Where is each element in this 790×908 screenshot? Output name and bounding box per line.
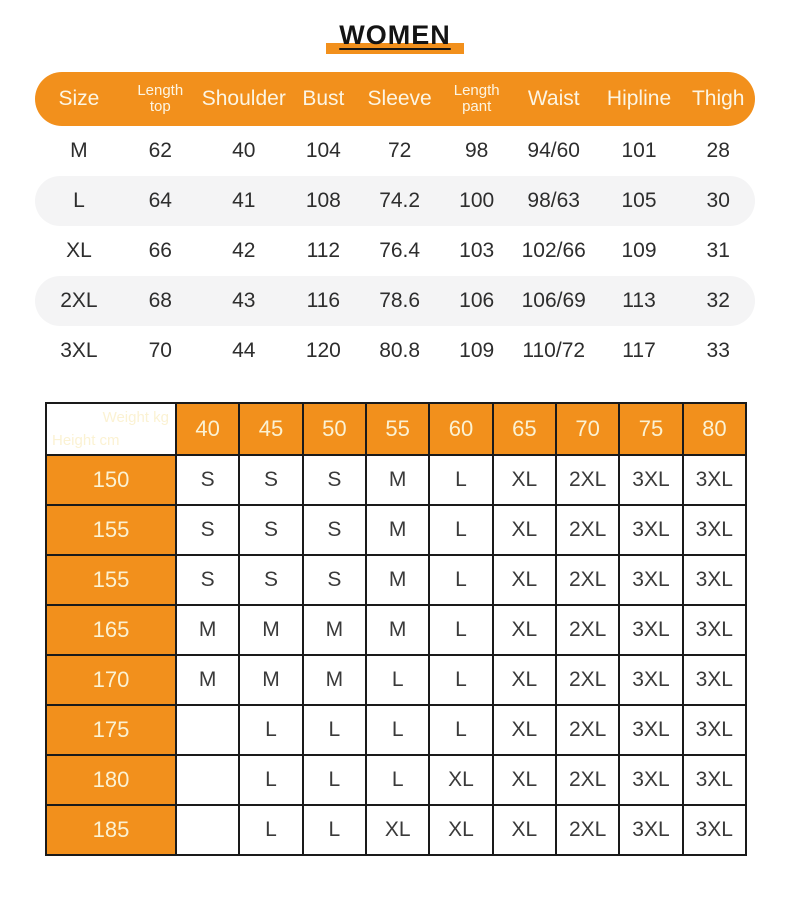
measure-cell: 42 xyxy=(232,239,256,262)
height-cell: 155 xyxy=(47,556,177,606)
size-cell: 2XL xyxy=(557,806,620,856)
size-cell xyxy=(177,706,240,756)
measure-cell: 106 xyxy=(459,289,495,312)
size-cell: 2XL xyxy=(557,706,620,756)
size-cell: 2XL xyxy=(557,556,620,606)
col-header-length-pant: Length pant xyxy=(453,81,500,115)
matrix-row-155a xyxy=(47,506,747,556)
matrix-row-165 xyxy=(47,606,747,656)
size-label: L xyxy=(73,189,85,212)
height-cell: 175 xyxy=(47,706,177,756)
measure-cell: 117 xyxy=(622,339,656,362)
measure-cell: 40 xyxy=(232,139,256,162)
size-cell: S xyxy=(304,556,367,606)
weight-kg-label: Weight kg xyxy=(102,409,169,426)
measure-cell: 44 xyxy=(232,339,256,362)
size-cell: XL xyxy=(494,806,557,856)
weight-header: 60 xyxy=(430,404,493,456)
title-text: WOMEN xyxy=(339,20,451,50)
measurement-table-header xyxy=(35,72,755,126)
weight-header: 70 xyxy=(557,404,620,456)
size-cell: 3XL xyxy=(684,656,747,706)
weight-header: 55 xyxy=(367,404,430,456)
size-cell: S xyxy=(177,556,240,606)
measure-cell: 74.2 xyxy=(379,189,421,212)
col-header-sleeve: Sleeve xyxy=(367,86,432,110)
size-chart-page xyxy=(0,20,790,856)
col-header-thigh: Thigh xyxy=(691,86,745,110)
size-cell: L xyxy=(304,756,367,806)
measure-cell: 103 xyxy=(459,239,495,262)
height-cell: 150 xyxy=(47,456,177,506)
measure-cell: 104 xyxy=(305,139,341,162)
size-cell: L xyxy=(367,756,430,806)
size-cell: M xyxy=(367,606,430,656)
size-cell: M xyxy=(304,606,367,656)
size-cell: XL xyxy=(494,456,557,506)
measure-cell: 33 xyxy=(706,339,730,362)
size-cell: 3XL xyxy=(684,456,747,506)
measure-cell: 62 xyxy=(148,139,172,162)
size-cell: L xyxy=(240,706,303,756)
measure-cell: 98 xyxy=(465,139,489,162)
size-cell: M xyxy=(240,606,303,656)
size-cell: 3XL xyxy=(620,506,683,556)
measurement-row-m xyxy=(35,126,755,176)
height-cell: 170 xyxy=(47,656,177,706)
measure-cell: 102/66 xyxy=(521,239,586,262)
size-cell: 3XL xyxy=(684,606,747,656)
size-cell: 3XL xyxy=(620,756,683,806)
size-cell: S xyxy=(240,456,303,506)
col-header-size: Size xyxy=(58,86,100,110)
matrix-row-185 xyxy=(47,806,747,856)
title-inner xyxy=(339,20,450,51)
size-cell: 2XL xyxy=(557,756,620,806)
size-cell: 3XL xyxy=(620,706,683,756)
size-cell: XL xyxy=(494,706,557,756)
size-cell: M xyxy=(177,606,240,656)
size-cell: M xyxy=(304,656,367,706)
measurement-row-2xl xyxy=(35,276,755,326)
size-cell: L xyxy=(367,656,430,706)
height-weight-table xyxy=(45,402,747,856)
measure-cell: 106/69 xyxy=(521,289,586,312)
size-cell: 2XL xyxy=(557,506,620,556)
measure-cell: 70 xyxy=(148,339,172,362)
weight-header: 80 xyxy=(684,404,747,456)
size-label: 2XL xyxy=(60,289,98,312)
height-cell: 180 xyxy=(47,756,177,806)
size-cell: XL xyxy=(367,806,430,856)
measure-cell: 78.6 xyxy=(379,289,421,312)
measure-cell: 32 xyxy=(706,289,730,312)
measurement-row-xl xyxy=(35,226,755,276)
measure-cell: 98/63 xyxy=(527,189,580,212)
measure-cell: 41 xyxy=(232,189,256,212)
matrix-row-170 xyxy=(47,656,747,706)
size-cell: L xyxy=(304,706,367,756)
measure-cell: 112 xyxy=(306,239,341,262)
size-cell: L xyxy=(304,806,367,856)
measure-cell: 30 xyxy=(706,189,730,212)
size-label: 3XL xyxy=(60,339,98,362)
weight-header: 50 xyxy=(304,404,367,456)
size-cell: M xyxy=(177,656,240,706)
size-cell: 2XL xyxy=(557,606,620,656)
size-cell: XL xyxy=(430,806,493,856)
size-cell: XL xyxy=(430,756,493,806)
measure-cell: 43 xyxy=(232,289,256,312)
measure-cell: 109 xyxy=(621,239,657,262)
size-cell: M xyxy=(367,506,430,556)
weight-header: 65 xyxy=(494,404,557,456)
corner-cell xyxy=(47,404,177,456)
measurement-table xyxy=(35,72,755,376)
size-cell: 2XL xyxy=(557,456,620,506)
measure-cell: 31 xyxy=(706,239,730,262)
matrix-header-row xyxy=(47,404,747,456)
size-cell xyxy=(177,756,240,806)
measure-cell: 120 xyxy=(305,339,341,362)
measure-cell: 108 xyxy=(305,189,341,212)
size-cell: S xyxy=(240,506,303,556)
weight-header: 45 xyxy=(240,404,303,456)
size-label: XL xyxy=(66,239,92,262)
size-cell: S xyxy=(304,506,367,556)
size-cell: L xyxy=(430,656,493,706)
size-cell: L xyxy=(240,806,303,856)
size-cell: 3XL xyxy=(684,756,747,806)
measure-cell: 76.4 xyxy=(379,239,421,262)
measure-cell: 72 xyxy=(387,139,412,162)
size-cell: S xyxy=(177,456,240,506)
measure-cell: 28 xyxy=(706,139,730,162)
size-cell: 2XL xyxy=(557,656,620,706)
col-header-hipline: Hipline xyxy=(606,86,672,110)
measure-cell: 94/60 xyxy=(527,139,580,162)
col-header-waist: Waist xyxy=(527,86,580,110)
size-cell: L xyxy=(430,556,493,606)
measure-cell: 113 xyxy=(622,289,656,312)
matrix-row-150 xyxy=(47,456,747,506)
size-cell: 3XL xyxy=(684,506,747,556)
measurement-row-l xyxy=(35,176,755,226)
measure-cell: 116 xyxy=(306,289,341,312)
height-cm-label: Height cm xyxy=(52,432,120,449)
size-cell: M xyxy=(367,556,430,606)
size-cell: S xyxy=(177,506,240,556)
matrix-row-155b xyxy=(47,556,747,606)
size-cell: L xyxy=(240,756,303,806)
size-cell: L xyxy=(430,706,493,756)
size-cell: L xyxy=(430,506,493,556)
size-cell: M xyxy=(240,656,303,706)
size-cell: M xyxy=(367,456,430,506)
size-cell: L xyxy=(430,456,493,506)
size-cell: 3XL xyxy=(620,456,683,506)
weight-header: 40 xyxy=(177,404,240,456)
size-cell xyxy=(177,806,240,856)
measure-cell: 64 xyxy=(148,189,172,212)
size-cell: 3XL xyxy=(684,556,747,606)
size-cell: S xyxy=(304,456,367,506)
height-cell: 155 xyxy=(47,506,177,556)
measure-cell: 101 xyxy=(621,139,657,162)
size-cell: 3XL xyxy=(620,556,683,606)
size-cell: 3XL xyxy=(620,656,683,706)
measure-cell: 80.8 xyxy=(379,339,421,362)
size-label: M xyxy=(70,139,88,162)
size-cell: 3XL xyxy=(620,806,683,856)
size-cell: L xyxy=(367,706,430,756)
measure-cell: 100 xyxy=(459,189,495,212)
col-header-shoulder: Shoulder xyxy=(201,86,286,110)
measure-cell: 109 xyxy=(459,339,495,362)
size-cell: L xyxy=(430,606,493,656)
measure-cell: 110/72 xyxy=(522,339,586,362)
measure-cell: 105 xyxy=(621,189,657,212)
size-cell: XL xyxy=(494,606,557,656)
size-cell: XL xyxy=(494,506,557,556)
size-cell: XL xyxy=(494,556,557,606)
height-cell: 185 xyxy=(47,806,177,856)
size-cell: 3XL xyxy=(620,606,683,656)
measure-cell: 68 xyxy=(148,289,172,312)
matrix-row-175 xyxy=(47,706,747,756)
size-cell: 3XL xyxy=(684,806,747,856)
size-cell: XL xyxy=(494,656,557,706)
matrix-row-180 xyxy=(47,756,747,806)
size-cell: S xyxy=(240,556,303,606)
measurement-row-3xl xyxy=(35,326,755,376)
col-header-bust: Bust xyxy=(302,86,345,110)
height-cell: 165 xyxy=(47,606,177,656)
page-title xyxy=(0,20,790,60)
col-header-length-top: Length top xyxy=(137,81,184,115)
weight-header: 75 xyxy=(620,404,683,456)
measure-cell: 66 xyxy=(148,239,172,262)
size-cell: 3XL xyxy=(684,706,747,756)
size-cell: XL xyxy=(494,756,557,806)
